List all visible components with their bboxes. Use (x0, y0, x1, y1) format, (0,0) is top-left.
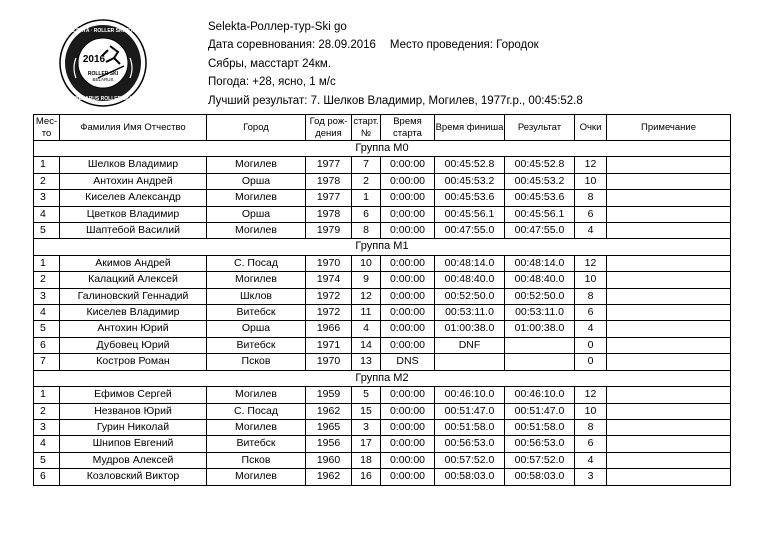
cell-name: Антохин Юрий (60, 321, 207, 337)
cell-name: Незванов Юрий (60, 403, 207, 419)
cell-points: 3 (575, 469, 607, 485)
cell-year: 1971 (306, 337, 352, 353)
cell-name: Калацкий Алексей (60, 272, 207, 288)
cell-note (607, 223, 731, 239)
cell-points: 8 (575, 190, 607, 206)
race-distance: Сябры, масстарт 24км. (208, 57, 332, 70)
cell-place: 1 (34, 157, 60, 173)
cell-note (607, 452, 731, 468)
cell-name: Акимов Андрей (60, 255, 207, 271)
cell-finish: 00:52:50.0 (435, 288, 505, 304)
results-table (33, 114, 731, 486)
col-header-city: Город (207, 115, 306, 141)
svg-text:BELARUS: BELARUS (92, 77, 114, 82)
cell-city: Витебск (207, 337, 306, 353)
cell-start: 0:00:00 (381, 469, 435, 485)
cell-bib: 11 (352, 305, 381, 321)
cell-start: 0:00:00 (381, 157, 435, 173)
cell-points: 12 (575, 255, 607, 271)
group-title: Группа М2 (34, 370, 731, 386)
cell-start: 0:00:00 (381, 223, 435, 239)
table-row (34, 337, 731, 353)
cell-bib: 1 (352, 190, 381, 206)
cell-bib: 4 (352, 321, 381, 337)
cell-finish (435, 354, 505, 370)
cell-note (607, 305, 731, 321)
cell-finish: 00:45:56.1 (435, 206, 505, 222)
cell-note (607, 321, 731, 337)
cell-name: Ефимов Сергей (60, 387, 207, 403)
cell-points: 6 (575, 206, 607, 222)
group-title: Группа М0 (34, 141, 731, 157)
group-header-row (34, 370, 731, 386)
cell-place: 4 (34, 436, 60, 452)
cell-city: Могилев (207, 223, 306, 239)
cell-result: 00:52:50.0 (505, 288, 575, 304)
cell-city: Могилев (207, 419, 306, 435)
table-row (34, 173, 731, 189)
table-row (34, 469, 731, 485)
cell-result: 00:53:11.0 (505, 305, 575, 321)
table-row (34, 354, 731, 370)
cell-note (607, 354, 731, 370)
cell-year: 1956 (306, 436, 352, 452)
col-header-year: Год рож-дения (306, 115, 352, 141)
cell-place: 5 (34, 223, 60, 239)
table-row (34, 255, 731, 271)
cell-points: 12 (575, 157, 607, 173)
cell-finish: 01:00:38.0 (435, 321, 505, 337)
cell-result: 00:48:40.0 (505, 272, 575, 288)
cell-result (505, 354, 575, 370)
cell-finish: 00:45:53.6 (435, 190, 505, 206)
cell-name: Гурин Николай (60, 419, 207, 435)
cell-year: 1962 (306, 469, 352, 485)
cell-start: 0:00:00 (381, 272, 435, 288)
cell-city: Псков (207, 354, 306, 370)
cell-finish: 00:47:55.0 (435, 223, 505, 239)
cell-city: Орша (207, 173, 306, 189)
table-row (34, 403, 731, 419)
cell-place: 1 (34, 387, 60, 403)
cell-year: 1978 (306, 173, 352, 189)
cell-points: 10 (575, 272, 607, 288)
cell-name: Антохин Андрей (60, 173, 207, 189)
cell-note (607, 469, 731, 485)
cell-start: 0:00:00 (381, 288, 435, 304)
cell-city: С. Посад (207, 255, 306, 271)
cell-city: Могилев (207, 157, 306, 173)
cell-place: 6 (34, 337, 60, 353)
results-body (34, 141, 731, 486)
cell-result: 00:47:55.0 (505, 223, 575, 239)
cell-points: 0 (575, 337, 607, 353)
cell-finish: 00:57:52.0 (435, 452, 505, 468)
cell-note (607, 288, 731, 304)
cell-result: 00:46:10.0 (505, 387, 575, 403)
cell-note (607, 419, 731, 435)
table-header-row (34, 115, 731, 141)
cell-year: 1972 (306, 288, 352, 304)
cell-place: 3 (34, 190, 60, 206)
cell-finish: 00:51:47.0 (435, 403, 505, 419)
cell-bib: 17 (352, 436, 381, 452)
col-header-place: Мес-то (34, 115, 60, 141)
cell-bib: 8 (352, 223, 381, 239)
cell-result: 00:45:52.8 (505, 157, 575, 173)
group-title: Группа М1 (34, 239, 731, 255)
cell-year: 1960 (306, 452, 352, 468)
cell-start: 0:00:00 (381, 337, 435, 353)
cell-finish: 00:48:40.0 (435, 272, 505, 288)
cell-place: 6 (34, 469, 60, 485)
cell-bib: 16 (352, 469, 381, 485)
cell-year: 1974 (306, 272, 352, 288)
cell-start: 0:00:00 (381, 419, 435, 435)
cell-city: С. Посад (207, 403, 306, 419)
cell-place: 2 (34, 403, 60, 419)
cell-bib: 10 (352, 255, 381, 271)
cell-bib: 14 (352, 337, 381, 353)
cell-points: 10 (575, 403, 607, 419)
cell-name: Костров Роман (60, 354, 207, 370)
table-row (34, 272, 731, 288)
col-header-points: Очки (575, 115, 607, 141)
cell-start: 0:00:00 (381, 305, 435, 321)
cell-place: 4 (34, 206, 60, 222)
cell-note (607, 255, 731, 271)
cell-year: 1970 (306, 354, 352, 370)
cell-finish: DNF (435, 337, 505, 353)
cell-city: Орша (207, 321, 306, 337)
cell-bib: 13 (352, 354, 381, 370)
cell-bib: 6 (352, 206, 381, 222)
cell-year: 1972 (306, 305, 352, 321)
cell-result: 00:45:53.2 (505, 173, 575, 189)
cell-points: 4 (575, 223, 607, 239)
cell-note (607, 157, 731, 173)
cell-points: 8 (575, 419, 607, 435)
cell-city: Могилев (207, 190, 306, 206)
table-row (34, 387, 731, 403)
cell-place: 7 (34, 354, 60, 370)
cell-note (607, 173, 731, 189)
table-row (34, 305, 731, 321)
cell-place: 4 (34, 305, 60, 321)
cell-note (607, 272, 731, 288)
cell-points: 6 (575, 436, 607, 452)
cell-result: 00:45:53.6 (505, 190, 575, 206)
cell-place: 3 (34, 419, 60, 435)
cell-result: 00:48:14.0 (505, 255, 575, 271)
col-header-result: Результат (505, 115, 575, 141)
svg-text:ROLLER SKI: ROLLER SKI (87, 71, 119, 77)
table-row (34, 288, 731, 304)
cell-bib: 9 (352, 272, 381, 288)
cell-result: 00:51:58.0 (505, 419, 575, 435)
cell-name: Мудров Алексей (60, 452, 207, 468)
group-header-row (34, 141, 731, 157)
cell-name: Цветков Владимир (60, 206, 207, 222)
cell-city: Витебск (207, 305, 306, 321)
cell-note (607, 436, 731, 452)
cell-start: 0:00:00 (381, 387, 435, 403)
cell-bib: 15 (352, 403, 381, 419)
cell-year: 1970 (306, 255, 352, 271)
cell-year: 1979 (306, 223, 352, 239)
cell-points: 6 (575, 305, 607, 321)
cell-result: 00:57:52.0 (505, 452, 575, 468)
table-row (34, 206, 731, 222)
cell-result (505, 337, 575, 353)
cell-bib: 5 (352, 387, 381, 403)
cell-city: Витебск (207, 436, 306, 452)
cell-city: Псков (207, 452, 306, 468)
cell-finish: 00:45:52.8 (435, 157, 505, 173)
cell-note (607, 206, 731, 222)
cell-note (607, 190, 731, 206)
cell-start: 0:00:00 (381, 403, 435, 419)
cell-finish: 00:53:11.0 (435, 305, 505, 321)
cell-start: 0:00:00 (381, 206, 435, 222)
cell-city: Орша (207, 206, 306, 222)
cell-finish: 00:58:03.0 (435, 469, 505, 485)
cell-points: 4 (575, 321, 607, 337)
race-title: Selekta-Роллер-тур-Ski go (208, 21, 347, 33)
cell-result: 01:00:38.0 (505, 321, 575, 337)
cell-year: 1978 (306, 206, 352, 222)
cell-place: 2 (34, 272, 60, 288)
cell-start: 0:00:00 (381, 190, 435, 206)
cell-bib: 18 (352, 452, 381, 468)
cell-note (607, 387, 731, 403)
race-weather: Погода: +28, ясно, 1 м/с (208, 76, 336, 89)
cell-year: 1977 (306, 190, 352, 206)
table-row (34, 452, 731, 468)
cell-finish: 00:48:14.0 (435, 255, 505, 271)
cell-finish: 00:56:53.0 (435, 436, 505, 452)
cell-year: 1959 (306, 387, 352, 403)
cell-name: Шаптебой Василий (60, 223, 207, 239)
cell-bib: 3 (352, 419, 381, 435)
cell-name: Козловский Виктор (60, 469, 207, 485)
race-venue: Место проведения: Городок (389, 39, 539, 52)
cell-name: Галиновский Геннадий (60, 288, 207, 304)
cell-bib: 12 (352, 288, 381, 304)
logo-year: 2016 (82, 54, 106, 65)
table-row (34, 419, 731, 435)
cell-points: 10 (575, 173, 607, 189)
cell-start: 0:00:00 (381, 321, 435, 337)
cell-start: DNS (381, 354, 435, 370)
svg-text:SELEKTA · ROLLER SKI TOUR: SELEKTA · ROLLER SKI TOUR (66, 28, 140, 34)
cell-finish: 00:46:10.0 (435, 387, 505, 403)
cell-year: 1965 (306, 419, 352, 435)
col-header-name: Фамилия Имя Отчество (60, 115, 207, 141)
cell-finish: 00:45:53.2 (435, 173, 505, 189)
cell-finish: 00:51:58.0 (435, 419, 505, 435)
cell-place: 3 (34, 288, 60, 304)
col-header-start: Время старта (381, 115, 435, 141)
cell-result: 00:56:53.0 (505, 436, 575, 452)
cell-points: 0 (575, 354, 607, 370)
cell-result: 00:58:03.0 (505, 469, 575, 485)
table-row (34, 223, 731, 239)
col-header-bib: старт. № (353, 115, 379, 139)
cell-city: Могилев (207, 272, 306, 288)
cell-start: 0:00:00 (381, 452, 435, 468)
cell-name: Шелков Владимир (60, 157, 207, 173)
cell-points: 12 (575, 387, 607, 403)
cell-city: Шклов (207, 288, 306, 304)
cell-start: 0:00:00 (381, 436, 435, 452)
cell-year: 1977 (306, 157, 352, 173)
cell-points: 8 (575, 288, 607, 304)
cell-name: Киселев Александр (60, 190, 207, 206)
cell-note (607, 403, 731, 419)
cell-result: 00:45:56.1 (505, 206, 575, 222)
cell-start: 0:00:00 (381, 173, 435, 189)
cell-year: 1962 (306, 403, 352, 419)
cell-place: 1 (34, 255, 60, 271)
table-row (34, 157, 731, 173)
table-row (34, 321, 731, 337)
col-header-finish: Время финиша (435, 115, 505, 141)
cell-city: Могилев (207, 469, 306, 485)
cell-place: 5 (34, 452, 60, 468)
group-header-row (34, 239, 731, 255)
event-logo (58, 18, 148, 108)
cell-city: Могилев (207, 387, 306, 403)
cell-year: 1966 (306, 321, 352, 337)
cell-name: Шнипов Евгений (60, 436, 207, 452)
cell-bib: 7 (352, 157, 381, 173)
cell-name: Дубовец Юрий (60, 337, 207, 353)
svg-text:BELARUS ROLLER SKI: BELARUS ROLLER SKI (75, 96, 131, 102)
cell-start: 0:00:00 (381, 255, 435, 271)
cell-place: 2 (34, 173, 60, 189)
cell-points: 4 (575, 452, 607, 468)
cell-result: 00:51:47.0 (505, 403, 575, 419)
cell-note (607, 337, 731, 353)
cell-name: Киселев Владимир (60, 305, 207, 321)
race-header (208, 18, 583, 110)
table-row (34, 436, 731, 452)
cell-place: 5 (34, 321, 60, 337)
race-date: Дата соревнования: 28.09.2016 (208, 39, 376, 52)
race-best-result: Лучший результат: 7. Шелков Владимир, Могилев, 1977г.р., 00:45:52.8 (208, 94, 583, 107)
col-header-note: Примечание (607, 115, 731, 141)
table-row (34, 190, 731, 206)
cell-bib: 2 (352, 173, 381, 189)
